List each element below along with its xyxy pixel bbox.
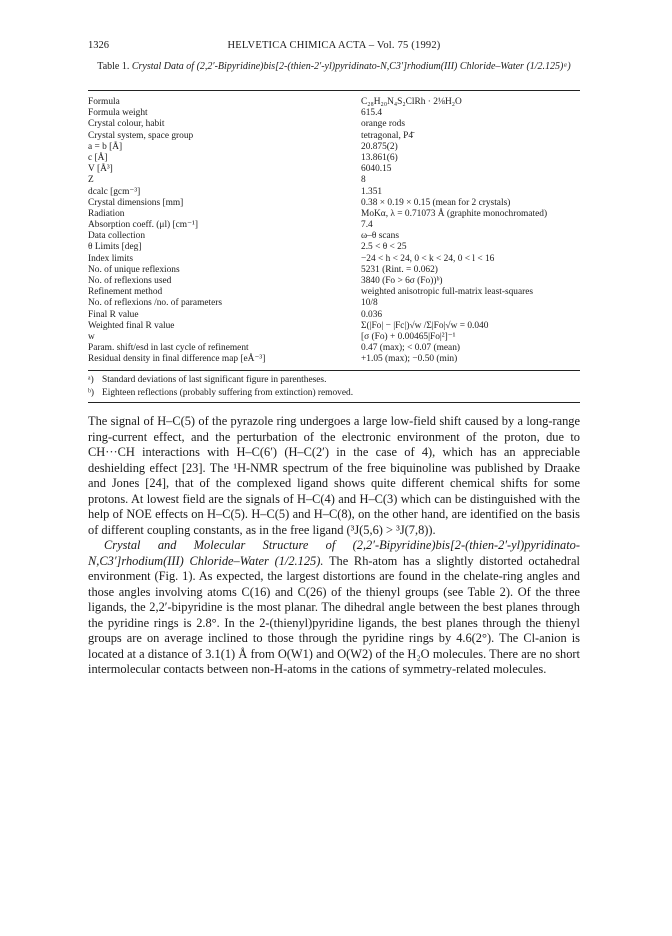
table-row (88, 332, 580, 343)
paragraph (88, 538, 580, 678)
row-value: 3840 (Fo > 6σ (Fo))ᵇ) (361, 276, 443, 286)
row-value: tetragonal, P4̄ (361, 130, 414, 141)
row-value: 2.5 < θ < 25 (361, 242, 407, 253)
row-label: Residual density in final difference map [eÅ⁻³] (88, 354, 266, 365)
table-row (88, 220, 580, 231)
footnote (88, 374, 580, 387)
row-label: Index limits (88, 253, 134, 264)
row-value: weighted anisotropic full-matrix least-squares (361, 287, 534, 298)
table-row (88, 354, 580, 365)
table-top-rule (88, 90, 580, 91)
row-value: −24 < h < 24, 0 < k < 24, 0 < l < 16 (361, 253, 495, 264)
table-row (88, 153, 580, 164)
row-value: 7.4 (361, 220, 373, 231)
row-value: [σ (Fo) + 0.00465|Fo|²]⁻¹ (361, 331, 456, 342)
row-label: Data collection (88, 231, 146, 242)
footnote (88, 387, 580, 400)
row-label: Formula (88, 97, 120, 107)
page-number: 1326 (88, 40, 109, 51)
table-row (88, 276, 580, 287)
row-label: No. of reflexions used (88, 276, 172, 286)
row-label: Crystal system, space group (88, 130, 194, 141)
row-label: Z (88, 175, 94, 186)
row-value: 5231 (Rint. = 0.062) (361, 264, 438, 275)
table-row (88, 119, 580, 130)
row-label: Formula weight (88, 108, 148, 119)
table-row (88, 298, 580, 309)
row-value: 615.4 (361, 108, 383, 119)
row-label: dcalc [gcm⁻³] (88, 186, 141, 197)
table-row (88, 287, 580, 298)
body-text (88, 414, 580, 678)
row-value: 0.47 (max); < 0.07 (mean) (361, 343, 461, 354)
table-row (88, 198, 580, 209)
row-value: MoKα, λ = 0.71073 Å (graphite monochromated) (361, 208, 548, 219)
table-row (88, 142, 580, 153)
paragraph-text: The Rh-atom has a slightly distorted octahedral environment (Fig. 1). As expected, the largest distortions are found in the chelate-ring angles and those angles involving atoms C(16) and C(26) of the thienyl groups (see Table 2). Of the three ligands, the 2,2′-bipyridine is the most planar. The dihedral angle between the best planes through the pyridine rings is 2.8°. In the 2-(thienyl)pyridine ligands, the best planes through the thienyl groups are on average inclined to those through the pyridine rings by 4.6(2°). The Cl-anion is located at a distance of 3.1(1) Å from O(W1) and O(W2) of the H₂O molecules. There are no short intermolecular contacts between non-H-atoms in the cations of symmetry-related molecules. (88, 553, 581, 676)
crystal-data-table (88, 97, 580, 366)
table-row (88, 164, 580, 175)
row-label: Radiation (88, 208, 125, 219)
table-row (88, 310, 580, 321)
section-heading: Crystal and Molecular Structure of (2,2′-Bipyridine)bis[2-(thien-2′-yl)pyridinato-N,C3′]rhodium(III) Chloride–Water (1/2.125). (88, 538, 580, 568)
row-label: Refinement method (88, 287, 163, 298)
row-label: Crystal dimensions [mm] (88, 197, 184, 208)
footnote-mark: ᵇ) (88, 387, 95, 398)
footnote-rule (88, 402, 580, 403)
table-row (88, 108, 580, 119)
row-label: Absorption coeff. (μl) [cm⁻¹] (88, 220, 198, 231)
footnote-text: Eighteen reflections (probably suffering from extinction) removed. (102, 387, 354, 398)
row-value: 6040.15 (361, 164, 392, 175)
row-label: No. of reflexions /no. of parameters (88, 298, 223, 309)
row-value: ω–θ scans (361, 231, 399, 242)
table-row (88, 131, 580, 142)
footnote-mark: ᵃ) (88, 375, 94, 385)
row-label: No. of unique reflexions (88, 264, 180, 275)
table-row (88, 175, 580, 186)
footnote-text: Standard deviations of last significant figure in parentheses. (102, 375, 327, 385)
table-row (88, 242, 580, 253)
row-label: V [Å³] (88, 164, 113, 175)
table-footnotes (88, 374, 580, 399)
row-value: Σ(|Fo| − |Fc|)√w /Σ|Fo|√w = 0.040 (361, 320, 489, 331)
table-row (88, 187, 580, 198)
row-value: +1.05 (max); −0.50 (min) (361, 354, 458, 365)
row-value: 10/8 (361, 298, 378, 309)
row-value: orange rods (361, 119, 405, 130)
row-value: 13.861(6) (361, 152, 398, 163)
table-row (88, 209, 580, 220)
table-row (88, 321, 580, 332)
table-label: Table 1. (97, 61, 130, 72)
row-value: 20.875(2) (361, 141, 398, 152)
row-label: Param. shift/esd in last cycle of refinement (88, 343, 249, 354)
row-label: Crystal colour, habit (88, 119, 165, 130)
table-row (88, 265, 580, 276)
row-value: 8 (361, 175, 366, 186)
table-row (88, 231, 580, 242)
row-value: 0.036 (361, 309, 383, 320)
table-row (88, 343, 580, 354)
table-row (88, 97, 580, 108)
table-title: Crystal Data of (2,2′-Bipyridine)bis[2-(thien-2′-yl)pyridinato-N,C3′]rhodium(III) Chloride–Water (1/2.125)ᵃ) (131, 61, 571, 72)
table-bottom-rule (88, 370, 580, 371)
row-label: w (88, 331, 95, 342)
row-value: 0.38 × 0.19 × 0.15 (mean for 2 crystals) (361, 197, 511, 208)
paragraph: The signal of H–C(5) of the pyrazole ring undergoes a large low-field shift caused by a long-range ring-current effect, and the perturbation of the electronic environment of the proton, due to CH···CH interactions with H–C(6′) (H–C(2′) in the case of 4), which has an appreciable deshielding effect [23]. The ¹H-NMR spectrum of the free biquinoline was published by Draake and Jones [24], that of the complexed ligand shows quite different chemical shifts for some protons. At lowest field are the signals of H–C(4) and H–C(3) which can be distinguished with the help of NOE effects on H–C(5). H–C(5) and H–C(8), on the other hand, are identified on the basis of different coupling constants, as in the free ligand (³J(5,6) > ³J(7,8)). (88, 414, 580, 537)
table-caption (88, 60, 580, 73)
row-label: θ Limits [deg] (88, 242, 142, 253)
running-head (88, 40, 580, 54)
row-label: c [Å] (88, 152, 108, 163)
row-value: 1.351 (361, 186, 383, 197)
table-row (88, 254, 580, 265)
row-value: C₂₈H₂₀N₄S₂ClRh · 2⅛H₂O (361, 97, 462, 107)
row-label: Weighted final R value (88, 320, 175, 331)
journal-title: HELVETICA CHIMICA ACTA – Vol. 75 (1992) (227, 40, 441, 51)
row-label: Final R value (88, 309, 139, 320)
row-label: a = b [Å] (88, 141, 123, 152)
